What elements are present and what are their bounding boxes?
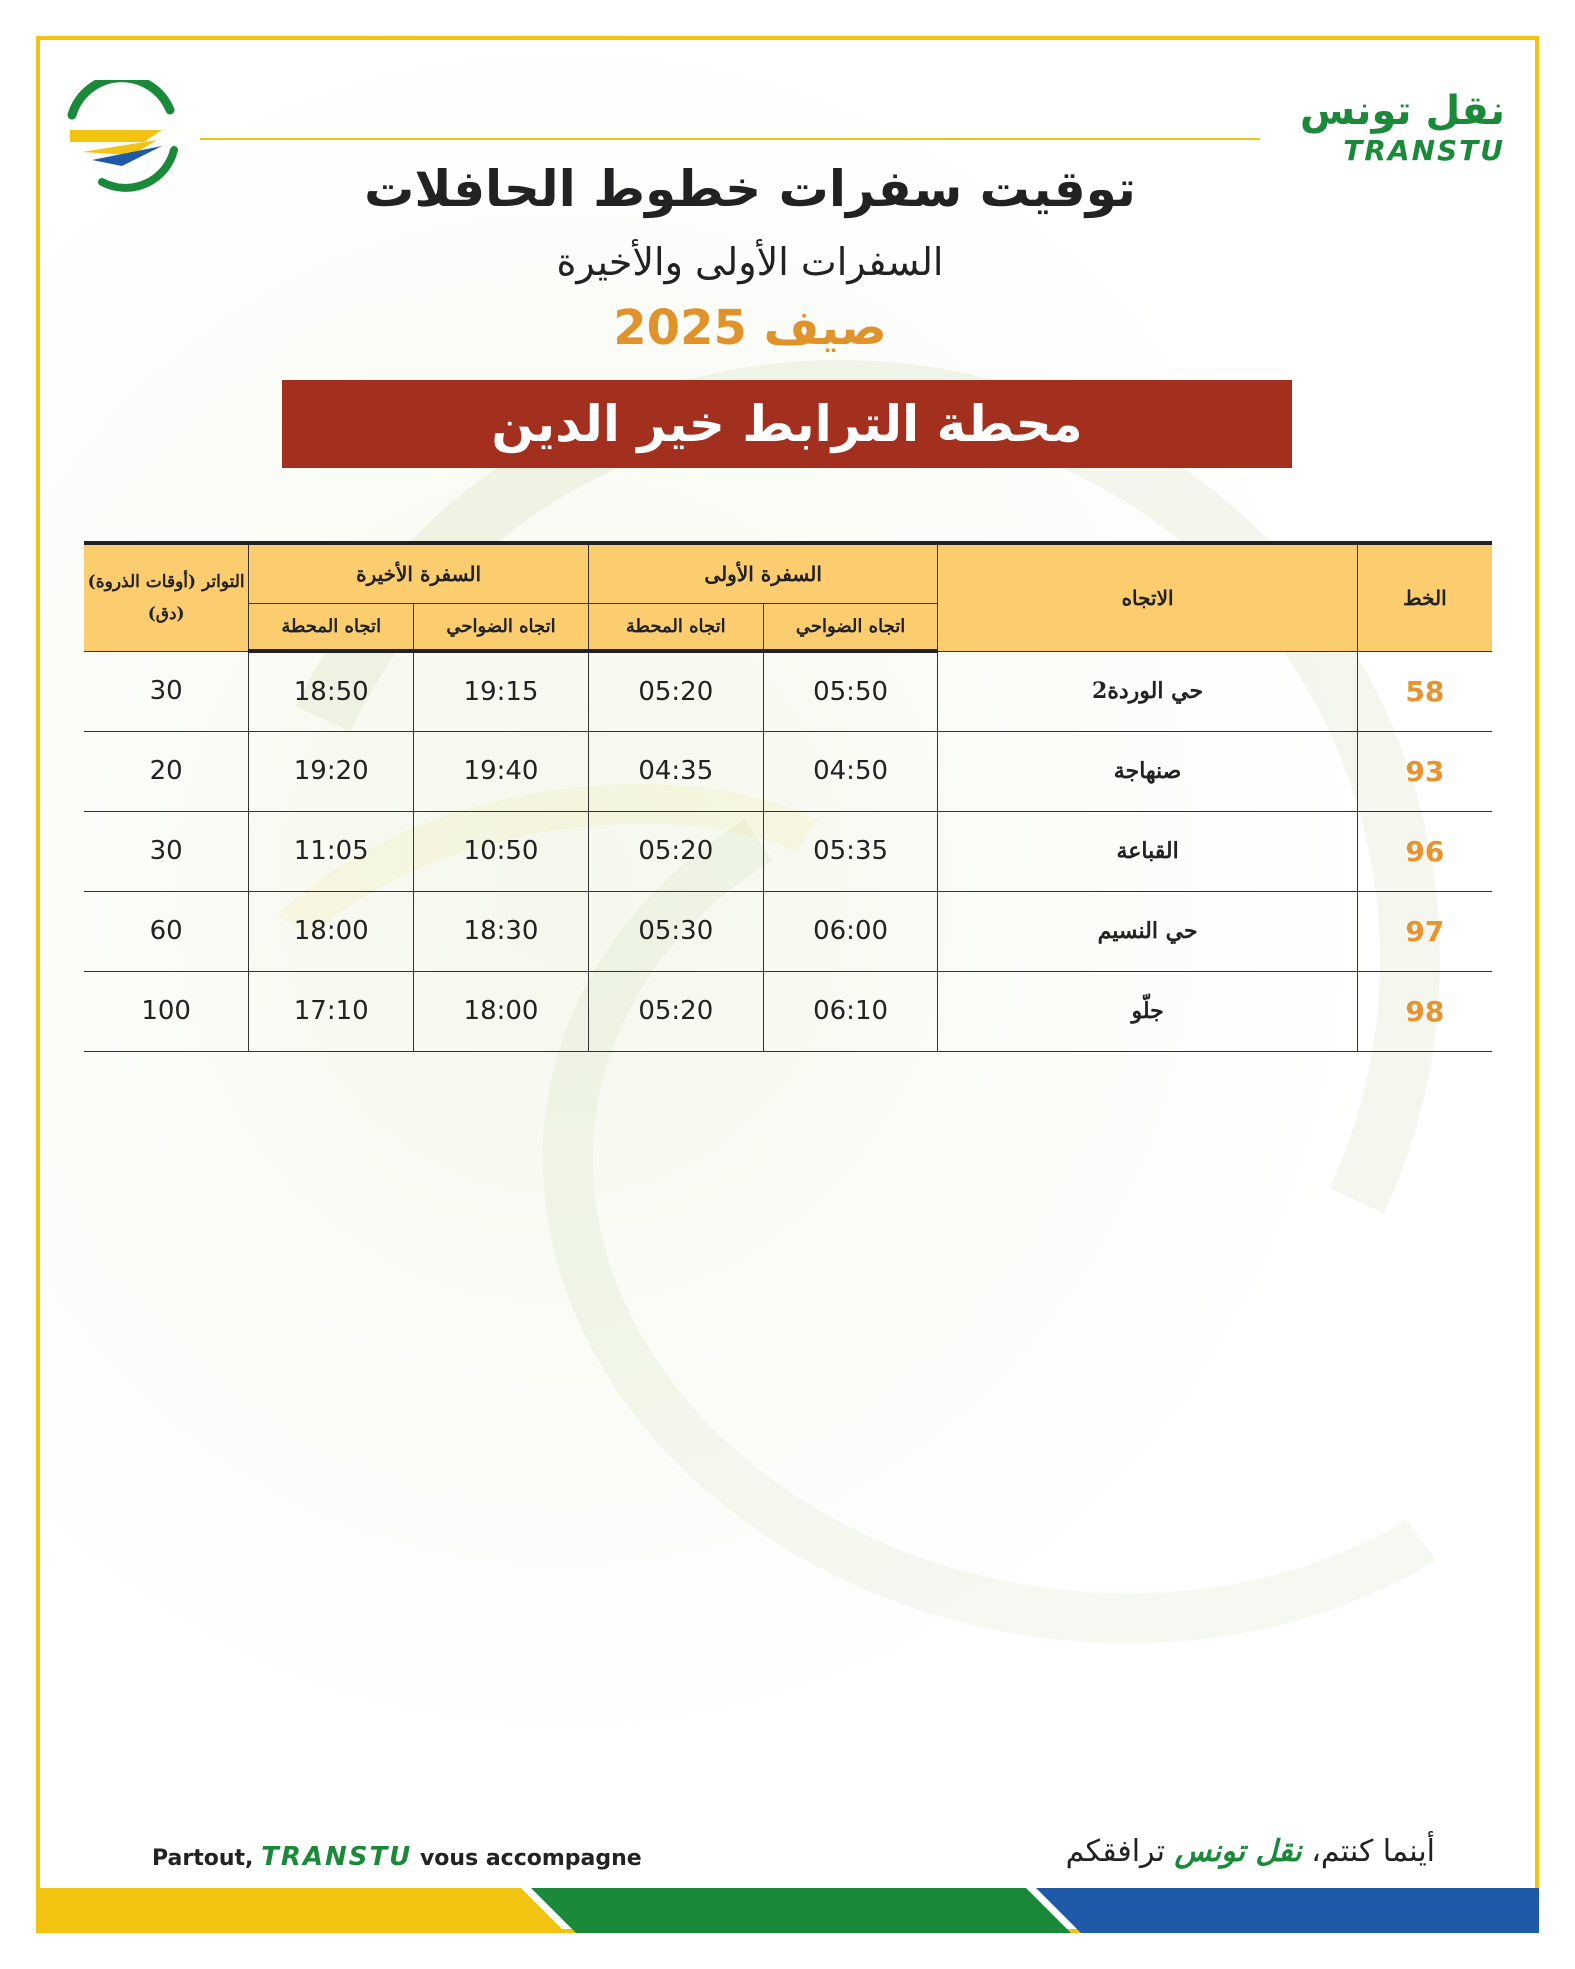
header-last-to-station: اتجاه المحطة [249,603,414,651]
header-divider [200,138,1260,140]
last-trip-suburbs: 10:50 [414,811,589,891]
last-trip-station: 18:00 [249,891,414,971]
header-first-to-suburbs: اتجاه الضواحي [763,603,938,651]
table-row [84,971,1492,1051]
line-number: 98 [1357,971,1492,1051]
slogan-fr-suffix: vous accompagne [419,1846,642,1871]
station-name: محطة الترابط خير الدين [491,395,1083,453]
table-row [84,811,1492,891]
first-trip-station: 05:20 [588,651,763,731]
first-trip-suburbs: 05:35 [763,811,938,891]
line-number: 58 [1357,651,1492,731]
destination: القباعة [938,811,1357,891]
line-number: 96 [1357,811,1492,891]
last-trip-station: 18:50 [249,651,414,731]
destination: حي النسيم [938,891,1357,971]
header-first-trip: السفرة الأولى [588,543,938,603]
brand-color-stripes [36,1888,1539,1933]
transtu-emblem-icon [62,80,182,200]
first-trip-suburbs: 04:50 [763,731,938,811]
slogan-ar-suffix: ترافقكم [1065,1834,1165,1869]
line-number: 97 [1357,891,1492,971]
first-trip-station: 05:20 [588,811,763,891]
brand-name-latin: TRANSTU [1343,134,1505,167]
first-trip-station: 04:35 [588,731,763,811]
frequency: 20 [84,731,249,811]
first-trip-suburbs: 06:00 [763,891,938,971]
frequency: 100 [84,971,249,1051]
slogan-fr-brand: TRANSTU [261,1842,413,1872]
footer-slogan-french [152,1842,642,1872]
frequency: 30 [84,811,249,891]
last-trip-station: 19:20 [249,731,414,811]
first-trip-station: 05:20 [588,971,763,1051]
schedule-table [84,541,1492,1052]
header-last-trip: السفرة الأخيرة [249,543,589,603]
station-banner [282,380,1292,468]
header-line: الخط [1357,543,1492,651]
table-row [84,891,1492,971]
slogan-fr-prefix: Partout, [152,1846,254,1871]
last-trip-suburbs: 18:00 [414,971,589,1051]
last-trip-station: 17:10 [249,971,414,1051]
destination: جلّو [938,971,1357,1051]
destination: حي الوردة2 [938,651,1357,731]
table-row [84,731,1492,811]
transtu-logo [1250,88,1505,168]
table-row [84,651,1492,731]
page-subtitle: السفرات الأولى والأخيرة [556,240,944,284]
last-trip-suburbs: 19:40 [414,731,589,811]
first-trip-suburbs: 06:10 [763,971,938,1051]
slogan-ar-brand: نقل تونس [1174,1834,1302,1869]
header-first-to-station: اتجاه المحطة [588,603,763,651]
page-title: توقيت سفرات خطوط الحافلات [364,160,1136,218]
brand-name-arabic: نقل تونس [1299,88,1505,134]
destination: صنهاجة [938,731,1357,811]
frequency: 30 [84,651,249,731]
last-trip-suburbs: 19:15 [414,651,589,731]
header-direction: الاتجاه [938,543,1357,651]
last-trip-suburbs: 18:30 [414,891,589,971]
frequency: 60 [84,891,249,971]
season-label: صيف 2025 [613,300,887,356]
last-trip-station: 11:05 [249,811,414,891]
line-number: 93 [1357,731,1492,811]
header-last-to-suburbs: اتجاه الضواحي [414,603,589,651]
header-frequency: التواتر (أوقات الذروة) (دق) [84,543,249,651]
slogan-ar-prefix: أينما كنتم، [1311,1834,1435,1869]
footer-slogan-arabic [880,1834,1435,1869]
first-trip-suburbs: 05:50 [763,651,938,731]
first-trip-station: 05:30 [588,891,763,971]
